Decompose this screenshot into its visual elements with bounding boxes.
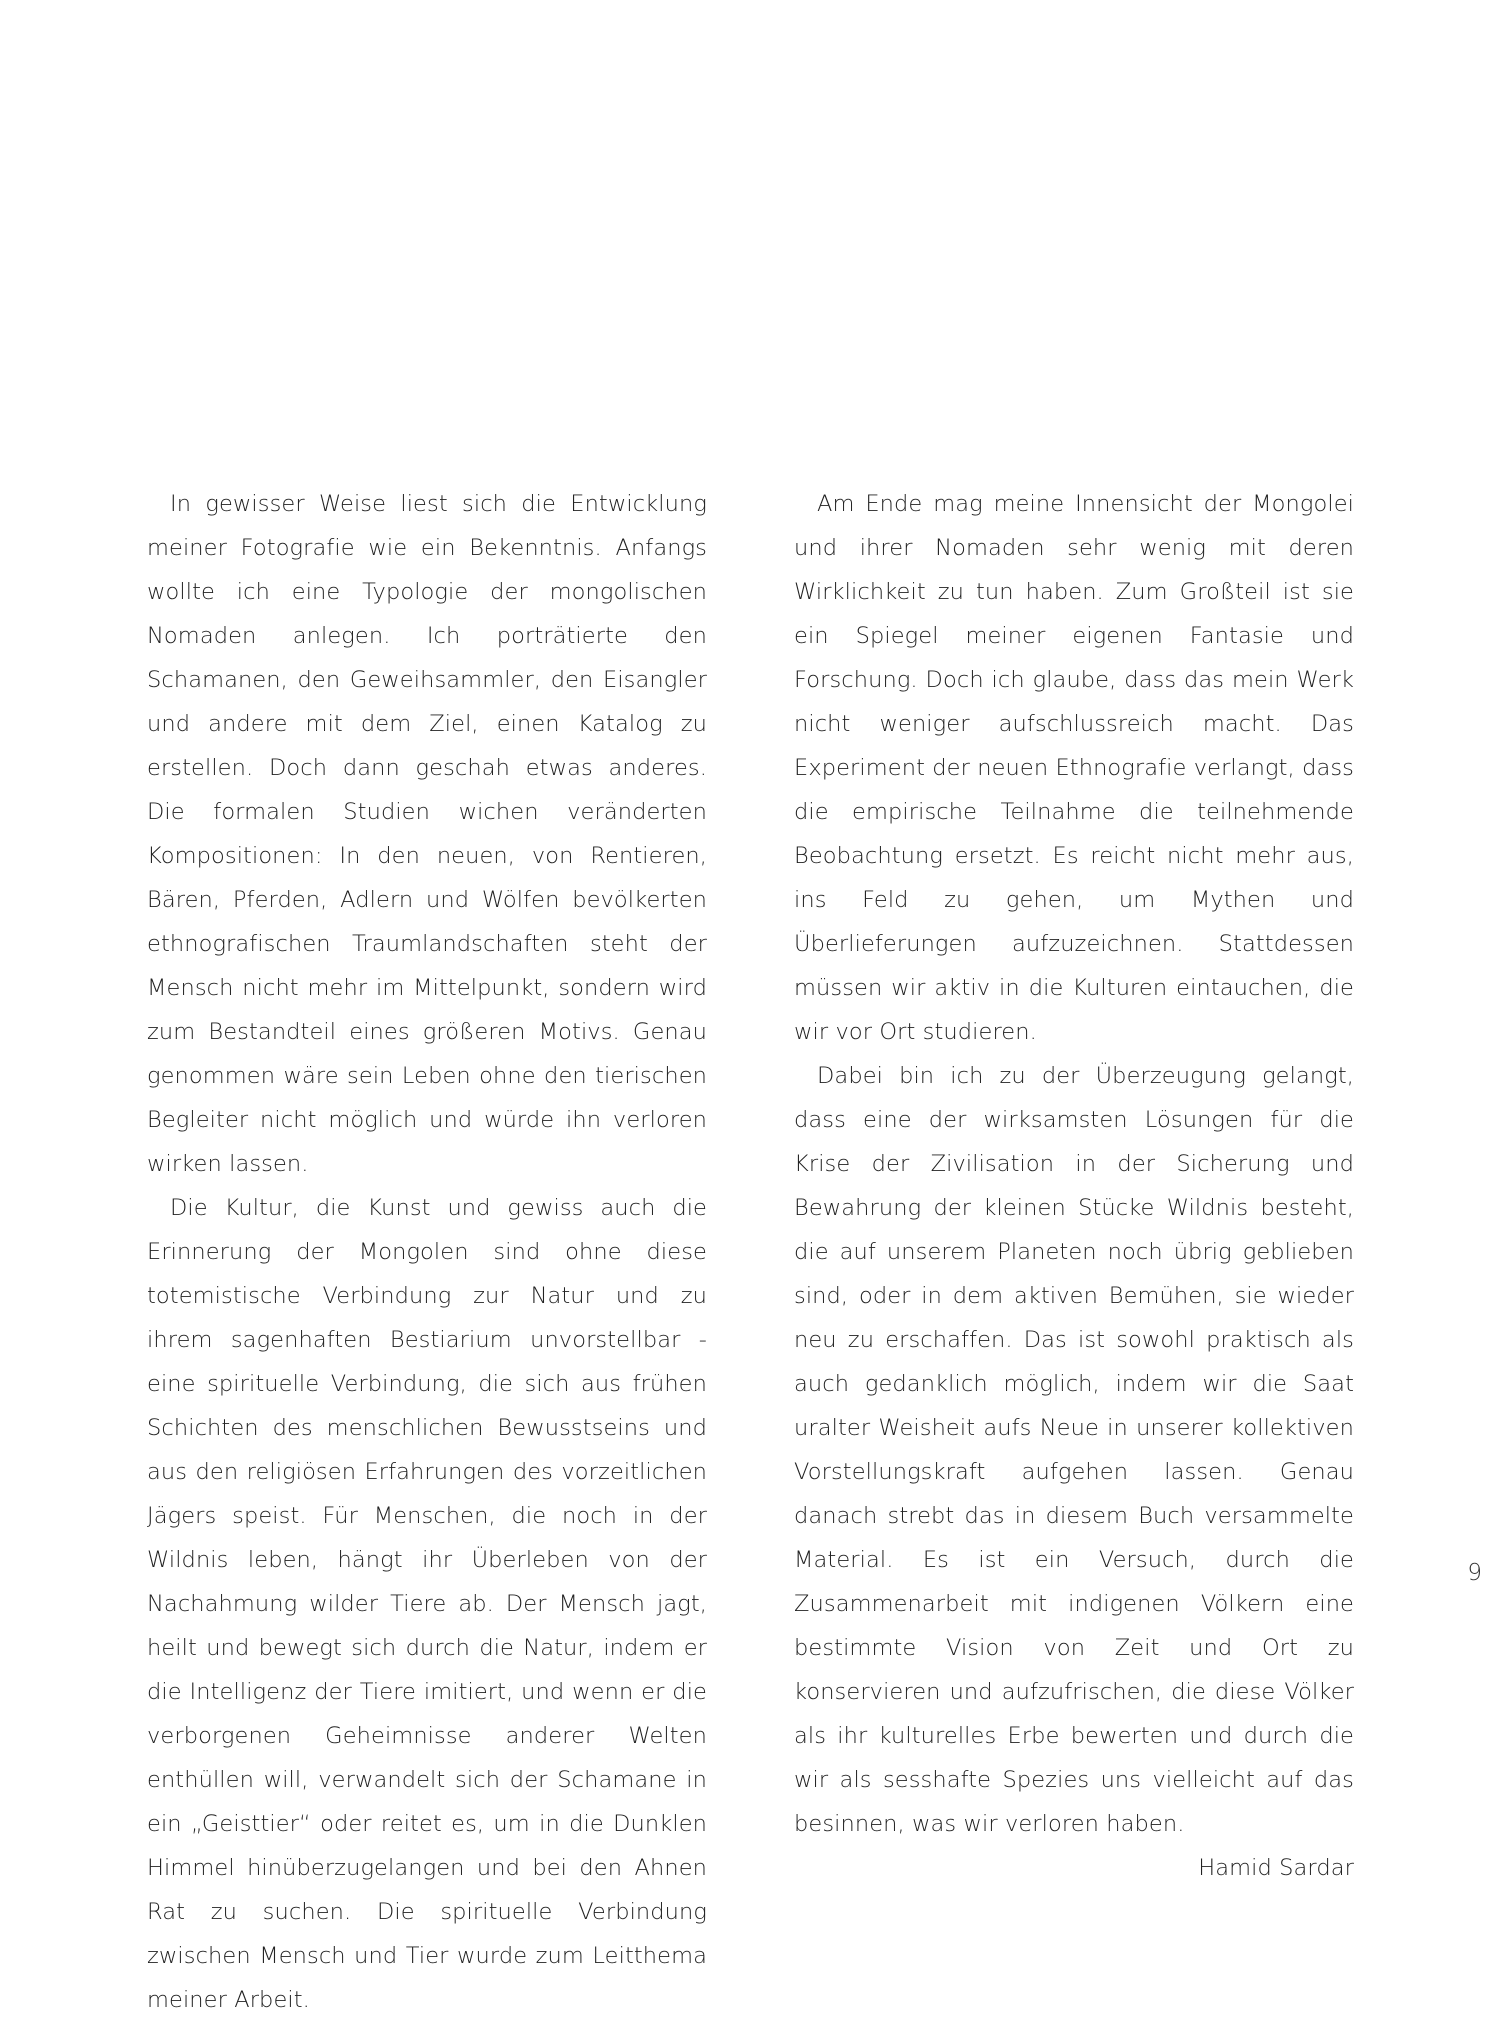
paragraph: Dabei bin ich zu der Überzeugung gelangt, dass eine der wirksamsten Lösungen für die Krise der Zivilisation in der Sicherung und Bewahrung der kleinen Stücke Wildnis besteht, die auf unserem Planeten noch übrig geblieben sind, oder in dem aktiven Bemühen, sie wieder neu zu erschaffen. Das ist sowohl praktisch als auch gedanklich möglich, indem wir die Saat uralter Weisheit aufs Neue in unserer kollektiven Vorstellungskraft aufgehen lassen. Genau danach strebt das in diesem Buch versammelte Material. Es ist ein Versuch, durch die Zusammenarbeit mit indigenen Völkern eine bestimmte Vision von Zeit und Ort zu konservieren und aufzufrischen, die diese Völker als ihr kulturelles Erbe bewerten und durch die wir als sesshafte Spezies uns vielleicht auf das besinnen, was wir verloren haben. [794,1063,1354,1837]
page-number: 9 [1467,1560,1482,1586]
author-signature: Hamid Sardar [1198,1855,1354,1881]
paragraph: Am Ende mag meine Innensicht der Mongolei und ihrer Nomaden sehr wenig mit deren Wirklichkeit zu tun haben. Zum Großteil ist sie ein Spiegel meiner eigenen Fantasie und Forschung. Doch ich glaube, dass das mein Werk nicht weniger aufschlussreich macht. Das Experiment der neuen Ethnografie verlangt, dass die empirische Teilnahme die teilnehmende Beobachtung ersetzt. Es reicht nicht mehr aus, ins Feld zu gehen, um Mythen und Überlieferungen aufzuzeichnen. Stattdessen müssen wir aktiv in die Kulturen eintauchen, die wir vor Ort studieren. [794,491,1354,1045]
paragraph: Die Kultur, die Kunst und gewiss auch die Erinnerung der Mongolen sind ohne diese totemistische Verbindung zur Natur und zu ihrem sagenhaften Bestiarium unvorstellbar - eine spirituelle Verbindung, die sich aus frühen Schichten des menschlichen Bewusstseins und aus den religiösen Erfahrungen des vorzeitlichen Jägers speist. Für Menschen, die noch in der Wildnis leben, hängt ihr Überleben von der Nachahmung wilder Tiere ab. Der Mensch jagt, heilt und bewegt sich durch die Natur, indem er die Intelligenz der Tiere imitiert, und wenn er die verborgenen Geheimnisse anderer Welten enthüllen will, verwandelt sich der Schamane in ein „Geisttier“ oder reitet es, um in die Dunklen Himmel hinüberzugelangen und bei den Ahnen Rat zu suchen. Die spirituelle Verbindung zwischen Mensch und Tier wurde zum Leitthema meiner Arbeit. [147,1195,707,2013]
left-text-column [147,482,707,2022]
paragraph: In gewisser Weise liest sich die Entwicklung meiner Fotografie wie ein Bekenntnis. Anfangs wollte ich eine Typologie der mongolischen Nomaden anlegen. Ich porträtierte den Schamanen, den Geweihsammler, den Eisangler und andere mit dem Ziel, einen Katalog zu erstellen. Doch dann geschah etwas anderes. Die formalen Studien wichen veränderten Kompositionen: In den neuen, von Rentieren, Bären, Pferden, Adlern und Wölfen bevölkerten ethnografischen Traumlandschaften steht der Mensch nicht mehr im Mittelpunkt, sondern wird zum Bestandteil eines größeren Motivs. Genau genommen wäre sein Leben ohne den tierischen Begleiter nicht möglich und würde ihn verloren wirken lassen. [147,491,707,1177]
right-text-column [794,482,1354,1890]
